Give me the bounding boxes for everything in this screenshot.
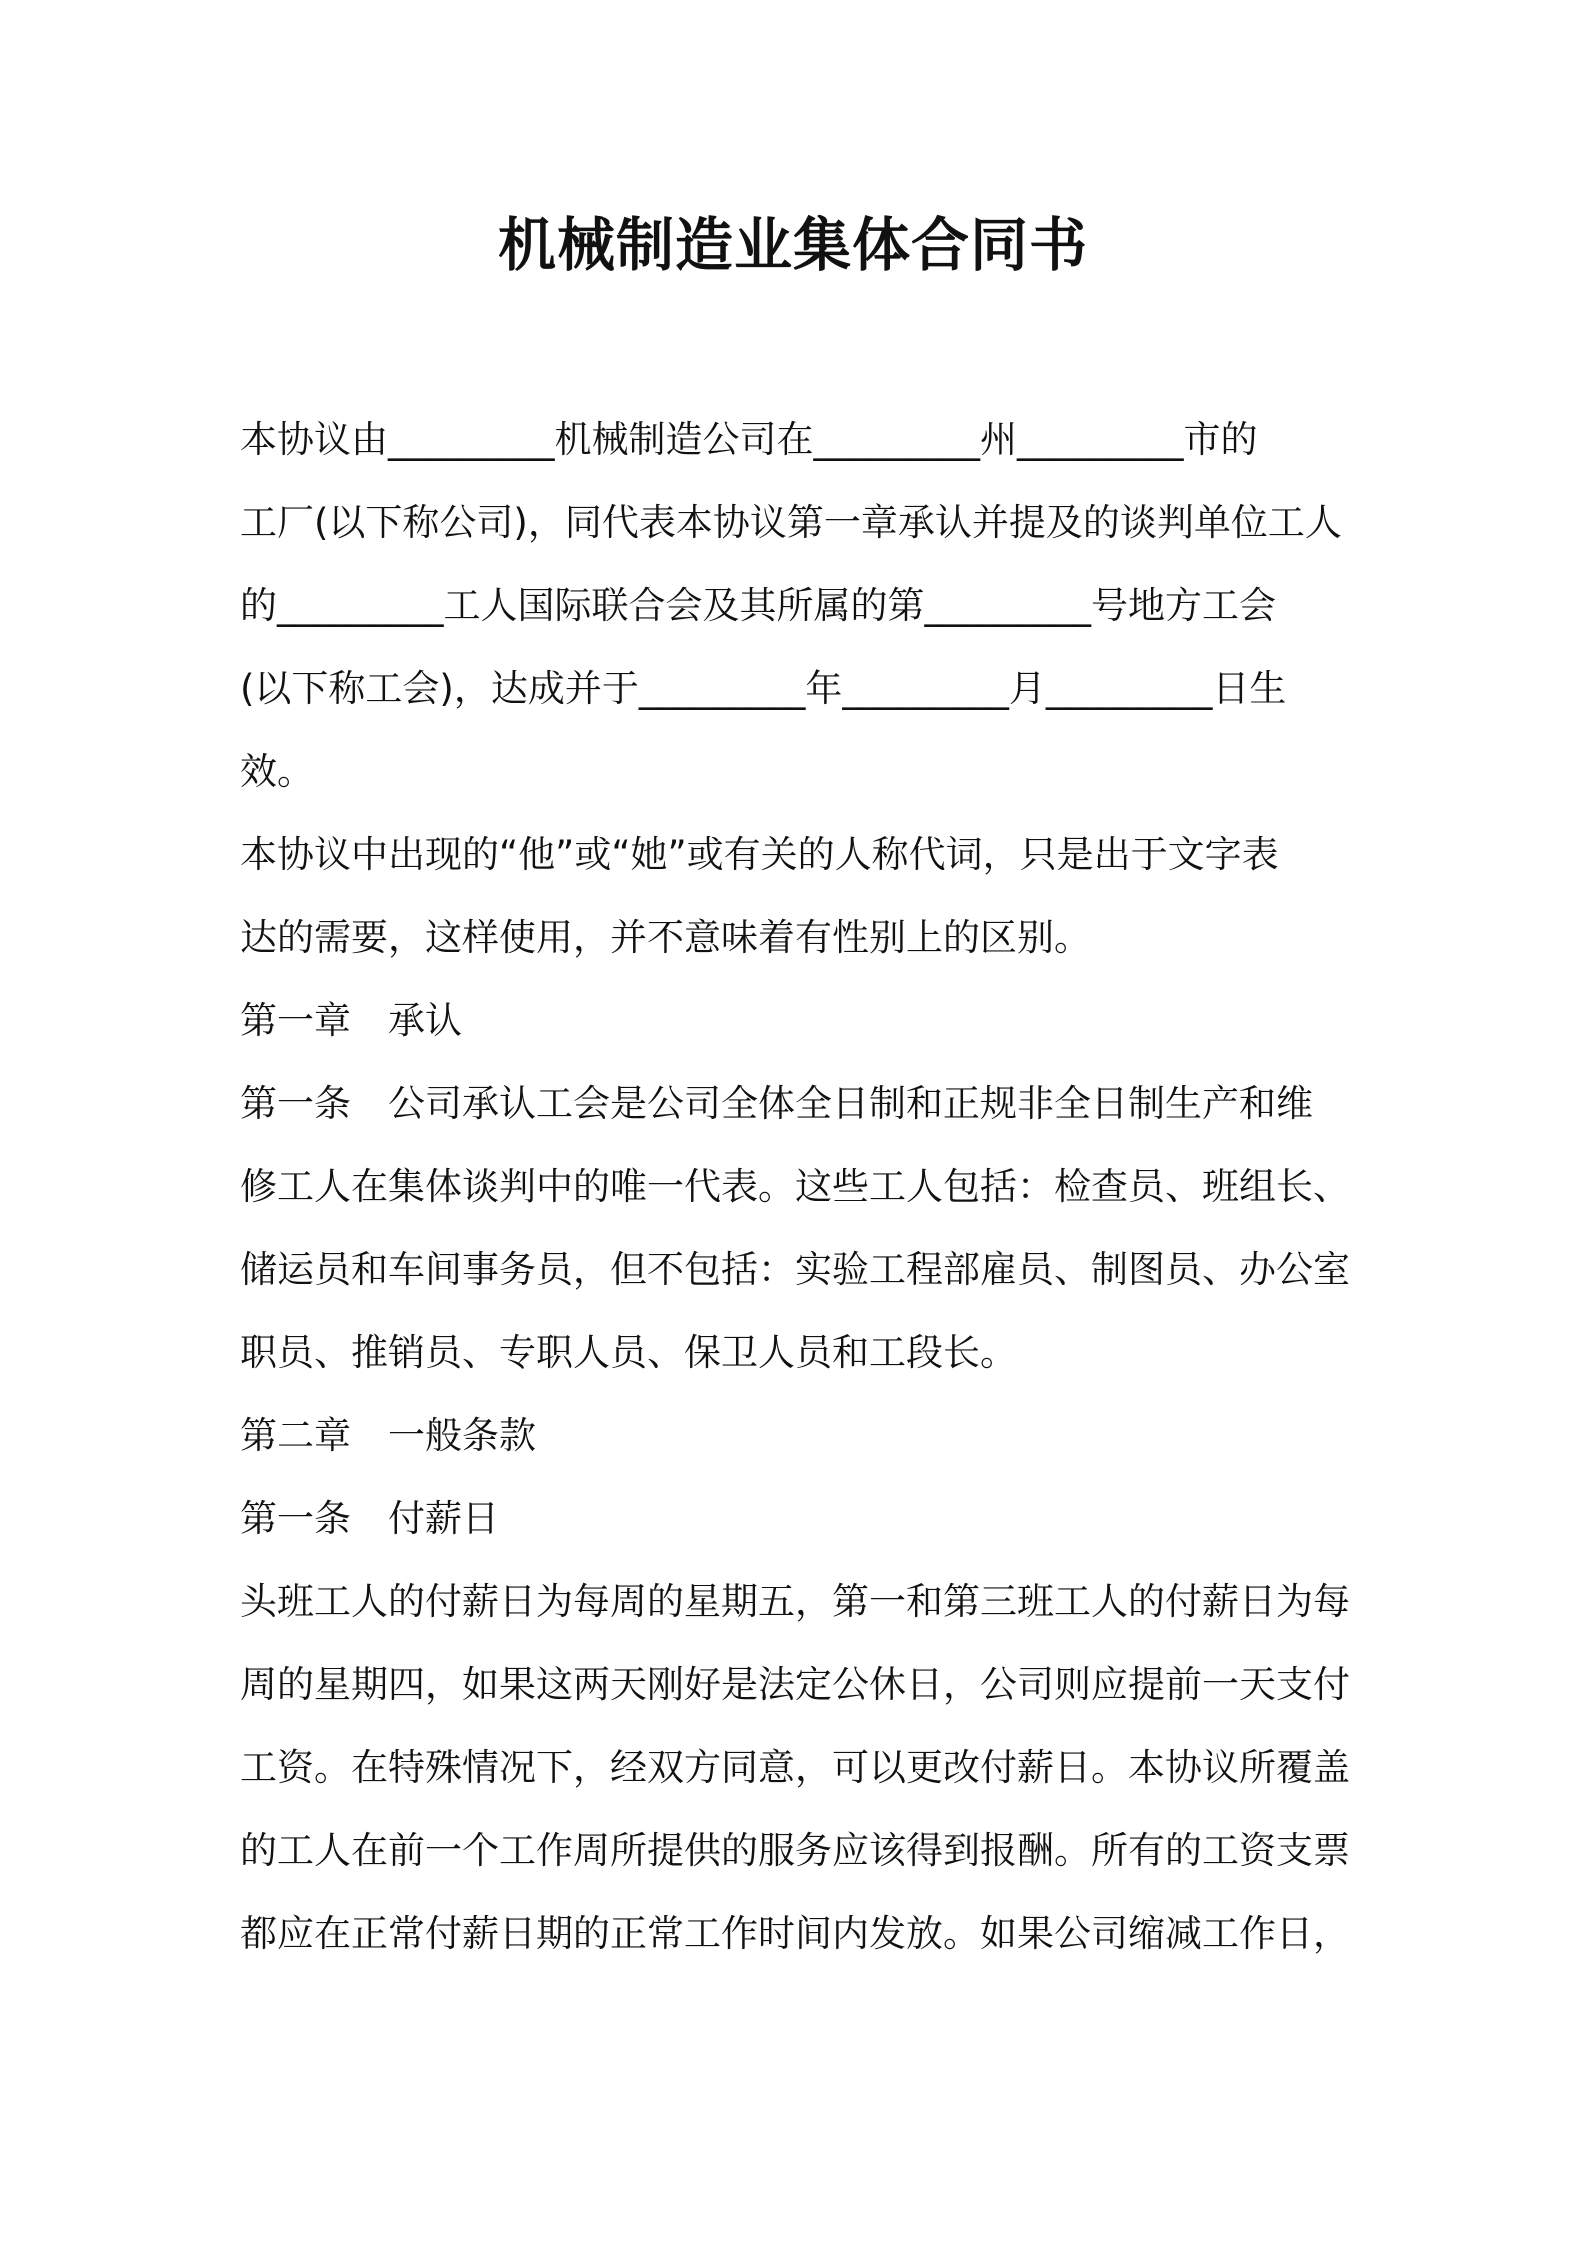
text-line: 本协议中出现的“他”或“她”或有关的人称代词，只是出于文字表 [240,833,1279,876]
chapter-heading: 第一章 承认 [240,999,462,1042]
text-line: 的工人在前一个工作周所提供的服务应该得到报酬。所有的工资支票 [240,1829,1350,1872]
text-line: 效。 [240,750,314,793]
document-title: 机械制造业集体合同书 [497,211,1088,279]
text-line: (以下称工会)，达成并于_________年_________月_________日生 [240,667,1287,710]
text-line: 周的星期四，如果这两天刚好是法定公休日，公司则应提前一天支付 [240,1663,1350,1706]
text-line: 都应在正常付薪日期的正常工作时间内发放。如果公司缩减工作日， [240,1912,1350,1955]
text-line: 第一条 公司承认工会是公司全体全日制和正规非全日制生产和维 [240,1082,1313,1125]
document-body [240,398,1350,1975]
text-line: 工厂(以下称公司)，同代表本协议第一章承认并提及的谈判单位工人 [240,501,1342,544]
chapter-heading: 第二章 一般条款 [240,1414,536,1457]
article-heading: 第一条 付薪日 [240,1497,499,1540]
text-line: 工资。在特殊情况下，经双方同意，可以更改付薪日。本协议所覆盖 [240,1746,1350,1789]
text-line: 储运员和车间事务员，但不包括：实验工程部雇员、制图员、办公室 [240,1248,1350,1291]
text-line: 职员、推销员、专职人员、保卫人员和工段长。 [240,1331,1017,1374]
text-line: 头班工人的付薪日为每周的星期五，第一和第三班工人的付薪日为每 [240,1580,1350,1623]
text-line: 达的需要，这样使用，并不意味着有性别上的区别。 [240,916,1091,959]
text-line: 本协议由_________机械制造公司在_________州_________市的 [240,418,1258,461]
text-line: 修工人在集体谈判中的唯一代表。这些工人包括：检查员、班组长、 [240,1165,1350,1208]
text-line: 的_________工人国际联合会及其所属的第_________号地方工会 [240,584,1276,627]
